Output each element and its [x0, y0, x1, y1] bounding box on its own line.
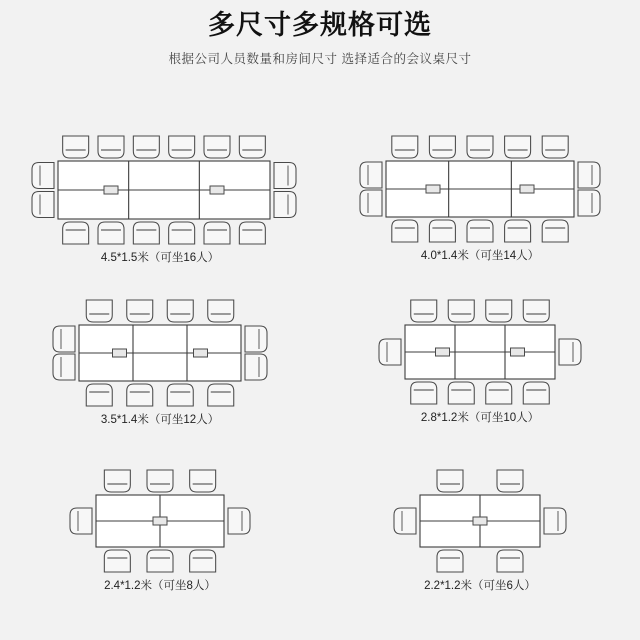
chair — [392, 220, 418, 242]
cable-port — [436, 348, 450, 356]
table-2-8x1-2-caption: 2.8*1.2米（可坐10人） — [420, 412, 540, 424]
chair — [127, 384, 153, 406]
chair — [104, 550, 130, 572]
cable-port — [104, 186, 118, 194]
chair — [497, 470, 523, 492]
table-2-2x1-2-diagram — [374, 465, 586, 577]
chair — [86, 300, 112, 322]
chair — [578, 162, 600, 188]
chair — [392, 136, 418, 158]
chair — [523, 382, 549, 404]
table-2-2x1-2-caption: 2.2*1.2米（可坐6人） — [424, 580, 536, 592]
chair — [437, 470, 463, 492]
cable-port — [426, 185, 440, 193]
chair — [98, 222, 124, 244]
chair — [437, 550, 463, 572]
chair — [167, 384, 193, 406]
chair — [505, 220, 531, 242]
table-4-0x1-4-svg — [340, 131, 620, 247]
chair — [32, 192, 54, 218]
chair — [239, 222, 265, 244]
chair — [53, 354, 75, 380]
chair — [147, 550, 173, 572]
cable-port — [511, 348, 525, 356]
chair — [467, 220, 493, 242]
cable-port — [473, 517, 487, 525]
table-2-2x1-2-cell — [332, 465, 628, 593]
table-4-5x1-5-caption: 4.5*1.5米（可坐16人） — [100, 252, 220, 264]
chair — [190, 470, 216, 492]
chair — [167, 300, 193, 322]
page-subtitle: 根据公司人员数量和房间尺寸 选择适合的会议桌尺寸 — [168, 52, 472, 66]
cable-port — [194, 349, 208, 357]
chair — [486, 300, 512, 322]
cable-port — [153, 517, 167, 525]
table-2-4x1-2-diagram — [50, 465, 270, 577]
table-4-5x1-5-svg — [12, 131, 316, 249]
chair — [274, 163, 296, 189]
chair — [104, 470, 130, 492]
chair — [578, 190, 600, 216]
chair — [63, 136, 89, 158]
cable-port — [520, 185, 534, 193]
chair — [169, 222, 195, 244]
page-title: 多尺寸多规格可选 — [208, 10, 432, 40]
chair — [208, 384, 234, 406]
chair — [98, 136, 124, 158]
chair — [245, 354, 267, 380]
chair — [360, 162, 382, 188]
chair — [497, 550, 523, 572]
chair — [467, 136, 493, 158]
table-3-5x1-4-svg — [33, 295, 287, 411]
chair — [429, 136, 455, 158]
chair — [245, 326, 267, 352]
table-2-2x1-2-svg — [374, 465, 586, 577]
chair — [127, 300, 153, 322]
chair — [169, 136, 195, 158]
chair — [448, 300, 474, 322]
chair — [523, 300, 549, 322]
chair — [228, 508, 250, 534]
chair — [394, 508, 416, 534]
table-4-0x1-4-cell — [332, 131, 628, 263]
chair — [133, 222, 159, 244]
chair — [204, 136, 230, 158]
chair — [411, 382, 437, 404]
chair — [411, 300, 437, 322]
cable-port — [113, 349, 127, 357]
table-3-5x1-4-diagram — [33, 295, 287, 411]
chair — [448, 382, 474, 404]
chair — [542, 220, 568, 242]
chair — [63, 222, 89, 244]
table-4-5x1-5-diagram — [12, 131, 316, 249]
table-2-4x1-2-caption: 2.4*1.2米（可坐8人） — [104, 580, 216, 592]
chair — [542, 136, 568, 158]
chair — [208, 300, 234, 322]
chair — [360, 190, 382, 216]
table-3-5x1-4-caption: 3.5*1.4米（可坐12人） — [100, 414, 220, 426]
chair — [505, 136, 531, 158]
chair — [190, 550, 216, 572]
chair — [204, 222, 230, 244]
chair — [429, 220, 455, 242]
cable-port — [210, 186, 224, 194]
chair — [486, 382, 512, 404]
table-4-5x1-5-cell — [12, 131, 308, 265]
chair — [544, 508, 566, 534]
chair — [133, 136, 159, 158]
chair — [53, 326, 75, 352]
table-2-8x1-2-cell — [332, 295, 628, 425]
chair — [70, 508, 92, 534]
chair — [147, 470, 173, 492]
table-2-4x1-2-svg — [50, 465, 270, 577]
table-2-8x1-2-svg — [359, 295, 601, 409]
table-4-0x1-4-diagram — [340, 131, 620, 247]
chair — [86, 384, 112, 406]
table-2-4x1-2-cell — [12, 465, 308, 593]
chair — [559, 339, 581, 365]
table-3-5x1-4-cell — [12, 295, 308, 427]
table-4-0x1-4-caption: 4.0*1.4米（可坐14人） — [420, 250, 540, 262]
table-2-8x1-2-diagram — [359, 295, 601, 409]
chair — [239, 136, 265, 158]
chair — [274, 192, 296, 218]
chair — [32, 163, 54, 189]
chair — [379, 339, 401, 365]
